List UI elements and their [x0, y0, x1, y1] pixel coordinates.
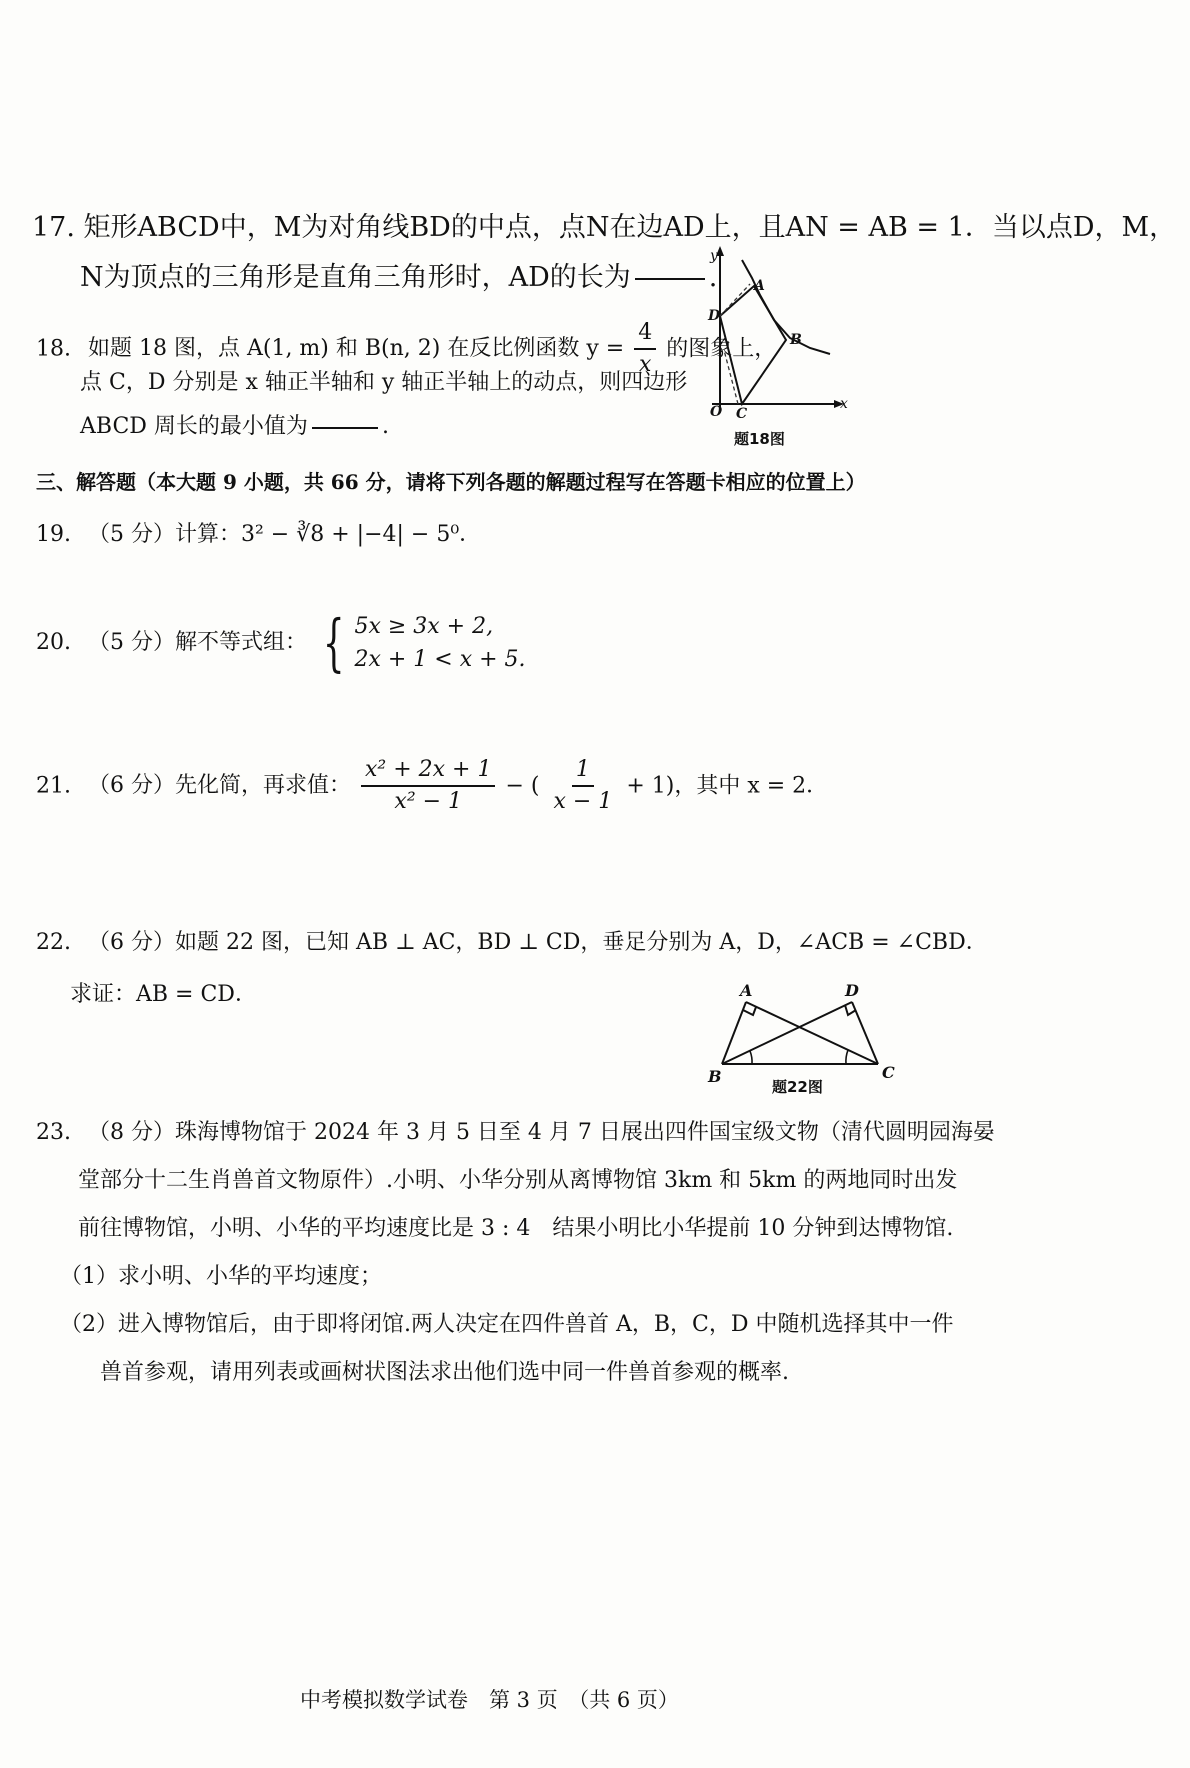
question-text: 求证：AB = CD．	[70, 982, 257, 1007]
brace-symbol: {	[322, 606, 345, 679]
question-22	[36, 930, 988, 956]
section-title: 三、解答题（本大题 9 小题，共 66 分，请将下列各题的解题过程写在答题卡相应的位置上）	[36, 470, 866, 494]
question-text: 前往博物馆，小明、小华的平均速度比是 3 : 4 结果小明比小华提前 10 分钟到达博物馆.	[78, 1216, 954, 1241]
question-23-line2	[78, 1168, 957, 1194]
point-d-label: D	[845, 981, 859, 1000]
fraction-numerator: x² + 2x + 1	[361, 757, 495, 787]
question-text: 堂部分十二生肖兽首文物原件）.小明、小华分别从离博物馆 3km 和 5km 的两地同时出发	[78, 1168, 958, 1193]
point-a-label: A	[740, 981, 753, 1000]
operator: − (	[505, 773, 540, 799]
fraction-2	[549, 757, 616, 816]
question-number: 22.	[36, 930, 71, 955]
question-20	[36, 606, 526, 679]
footer-text: 中考模拟数学试卷 第 3 页 （共 6 页）	[300, 1688, 679, 1712]
question-text: N为顶点的三角形是直角三角形时，AD的长为	[80, 262, 631, 293]
question-21	[36, 757, 828, 816]
question-text: （5 分）计算：3² − ∛8 + |−4| − 5⁰．	[88, 522, 482, 547]
question-23	[36, 1120, 995, 1146]
sub-question: 兽首参观，请用列表或画树状图法求出他们选中同一件兽首参观的概率.	[100, 1360, 789, 1385]
question-19	[36, 522, 481, 548]
fraction-numerator: 1	[572, 757, 594, 787]
question-22-line2	[70, 982, 257, 1008]
question-text: 如题 18 图，点 A(1, m) 和 B(n, 2) 在反比例函数 y =	[88, 336, 625, 362]
y-label: y	[710, 248, 718, 264]
fraction-denominator: x	[638, 352, 652, 378]
fraction-1	[361, 757, 495, 816]
question-number: 19.	[36, 522, 71, 547]
question-number: 18.	[36, 336, 71, 362]
question-23-part2	[60, 1312, 954, 1338]
question-17-line2	[80, 262, 717, 294]
figure-18	[690, 240, 890, 455]
segment-ac	[746, 1002, 878, 1064]
inequality-1: 5x ≥ 3x + 2,	[354, 614, 494, 639]
point-c-label: C	[736, 406, 748, 422]
question-23-line3	[78, 1216, 953, 1242]
question-18-line3	[80, 414, 389, 440]
fraction-numerator: 4	[634, 320, 656, 350]
question-23-part2-line2	[100, 1360, 789, 1386]
right-angle-mark-a	[743, 1007, 756, 1015]
period: .	[708, 262, 718, 293]
point-b-label: B	[708, 1067, 722, 1086]
question-text: （6 分）如题 22 图，已知 AB ⊥ AC，BD ⊥ CD，垂足分别为 A，D，∠ACB = ∠CBD．	[88, 930, 988, 955]
question-number: 21.	[36, 773, 71, 799]
point-d-label: D	[708, 308, 721, 324]
sub-question: （1）求小明、小华的平均速度；	[60, 1264, 382, 1289]
question-number: 23.	[36, 1120, 71, 1145]
question-number: 17.	[32, 212, 75, 243]
section-heading	[36, 470, 866, 494]
question-text: 矩形ABCD中，M为对角线BD的中点，点N在边AD上，且AN = AB = 1．当以点D，M，	[83, 212, 1177, 243]
question-18-line2	[80, 370, 687, 396]
origin-label: O	[710, 404, 723, 420]
angle-mark-b	[750, 1051, 752, 1064]
figure-caption: 题22图	[772, 1078, 823, 1096]
quadrilateral-abcd	[720, 286, 786, 404]
point-a-label: A	[754, 278, 765, 294]
fraction-denominator: x − 1	[553, 789, 613, 815]
question-tail: + 1)，其中 x = 2．	[626, 773, 829, 799]
fraction-denominator: x² − 1	[394, 789, 463, 815]
question-23-part1	[60, 1264, 382, 1290]
x-label: x	[840, 396, 848, 412]
figure-22	[700, 980, 905, 1100]
question-text: （8 分）珠海博物馆于 2024 年 3 月 5 日至 4 月 7 日展出四件国宝级文物（清代圆明园海晏	[88, 1120, 995, 1145]
sub-question: （2）进入博物馆后，由于即将闭馆.两人决定在四件兽首 A，B，C，D 中随机选择其中一件	[60, 1312, 954, 1337]
answer-blank	[312, 426, 378, 429]
period: .	[381, 414, 389, 439]
question-number: 20.	[36, 630, 71, 655]
point-b-label: B	[790, 332, 802, 348]
figure-caption: 题18图	[734, 430, 785, 448]
question-17	[32, 212, 1176, 244]
inequality-system	[354, 610, 525, 676]
question-text: 的图象上，	[666, 336, 777, 362]
point-c-label: C	[882, 1063, 895, 1082]
question-text: 点 C，D 分别是 x 轴正半轴和 y 轴正半轴上的动点，则四边形	[80, 370, 688, 395]
inequality-2: 2x + 1 < x + 5.	[354, 647, 526, 672]
question-text: （6 分）先化简，再求值：	[88, 773, 351, 799]
question-text: ABCD 周长的最小值为	[80, 414, 308, 439]
page-footer	[300, 1688, 679, 1713]
question-text: （5 分）解不等式组：	[88, 630, 307, 655]
angle-mark-c	[846, 1050, 848, 1064]
